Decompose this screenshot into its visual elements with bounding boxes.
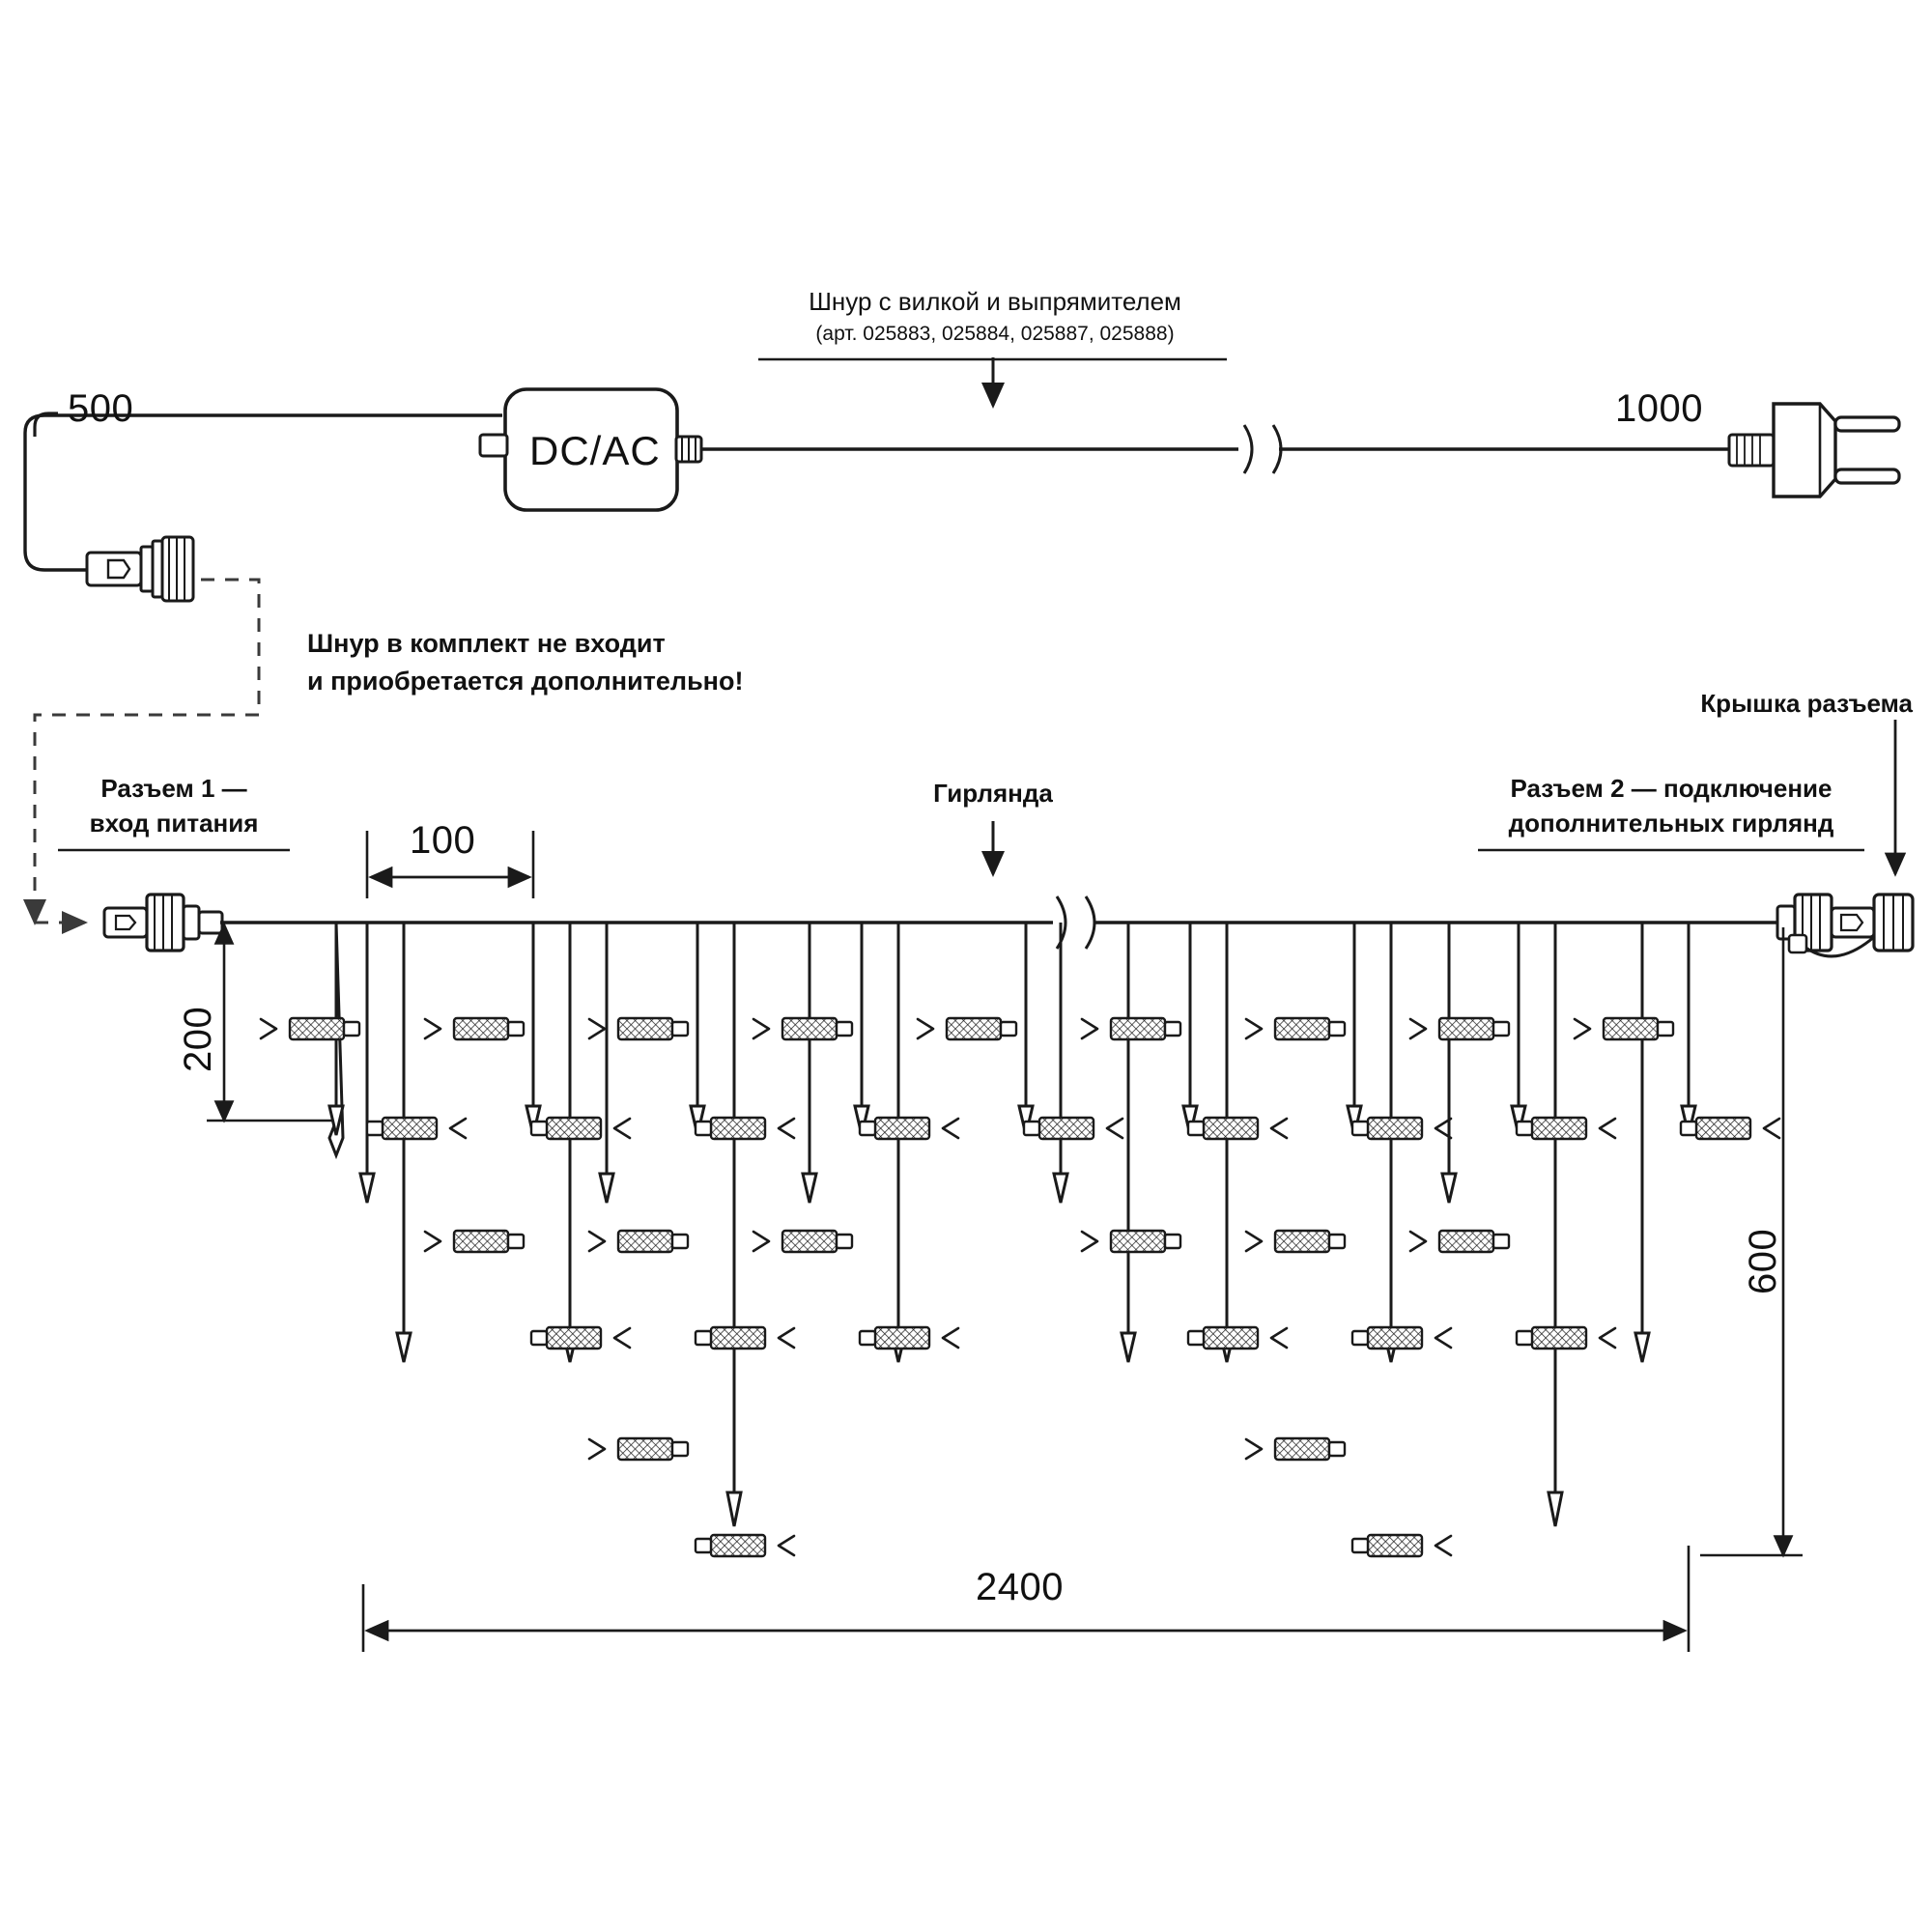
icicle-strands: [329, 923, 1695, 1526]
dimension-label-100: 100: [410, 819, 476, 862]
connector2-line2: дополнительных гирлянд: [1508, 809, 1834, 838]
connector-1-power-input: [104, 895, 222, 951]
cord-articles-label: (арт. 025883, 025884, 025887, 025888): [815, 323, 1175, 345]
garland-main-wire: [220, 896, 1785, 949]
led-bulbs: [261, 1018, 1779, 1556]
cord-connector-plug: [87, 537, 193, 601]
power-cord-group: [23, 413, 1729, 570]
not-included-line1: Шнур в комплект не входит: [307, 629, 666, 658]
dimension-label-1000: 1000: [1615, 387, 1703, 430]
not-included-dashed-path: [35, 580, 259, 927]
dimension-label-600: 600: [1742, 1228, 1784, 1294]
connector2-line1: Разъем 2 — подключение: [1510, 774, 1833, 803]
connector1-line2: вход питания: [89, 809, 259, 838]
not-included-line2: и приобретается дополнительно!: [307, 667, 744, 696]
cord-callout-arrow: [758, 357, 1227, 406]
garland-label: Гирлянда: [933, 779, 1053, 808]
cord-title-label: Шнур с вилкой и выпрямителем: [809, 287, 1181, 316]
rectifier-label: DC/AC: [529, 428, 661, 473]
dimension-label-200: 200: [177, 1006, 219, 1072]
connector1-line1: Разъем 1 —: [100, 774, 247, 803]
dimension-label-500: 500: [68, 387, 134, 430]
dimension-label-2400: 2400: [976, 1566, 1064, 1608]
mains-plug: [1729, 404, 1899, 497]
connector-cap-label: Крышка разъема: [1700, 689, 1913, 718]
